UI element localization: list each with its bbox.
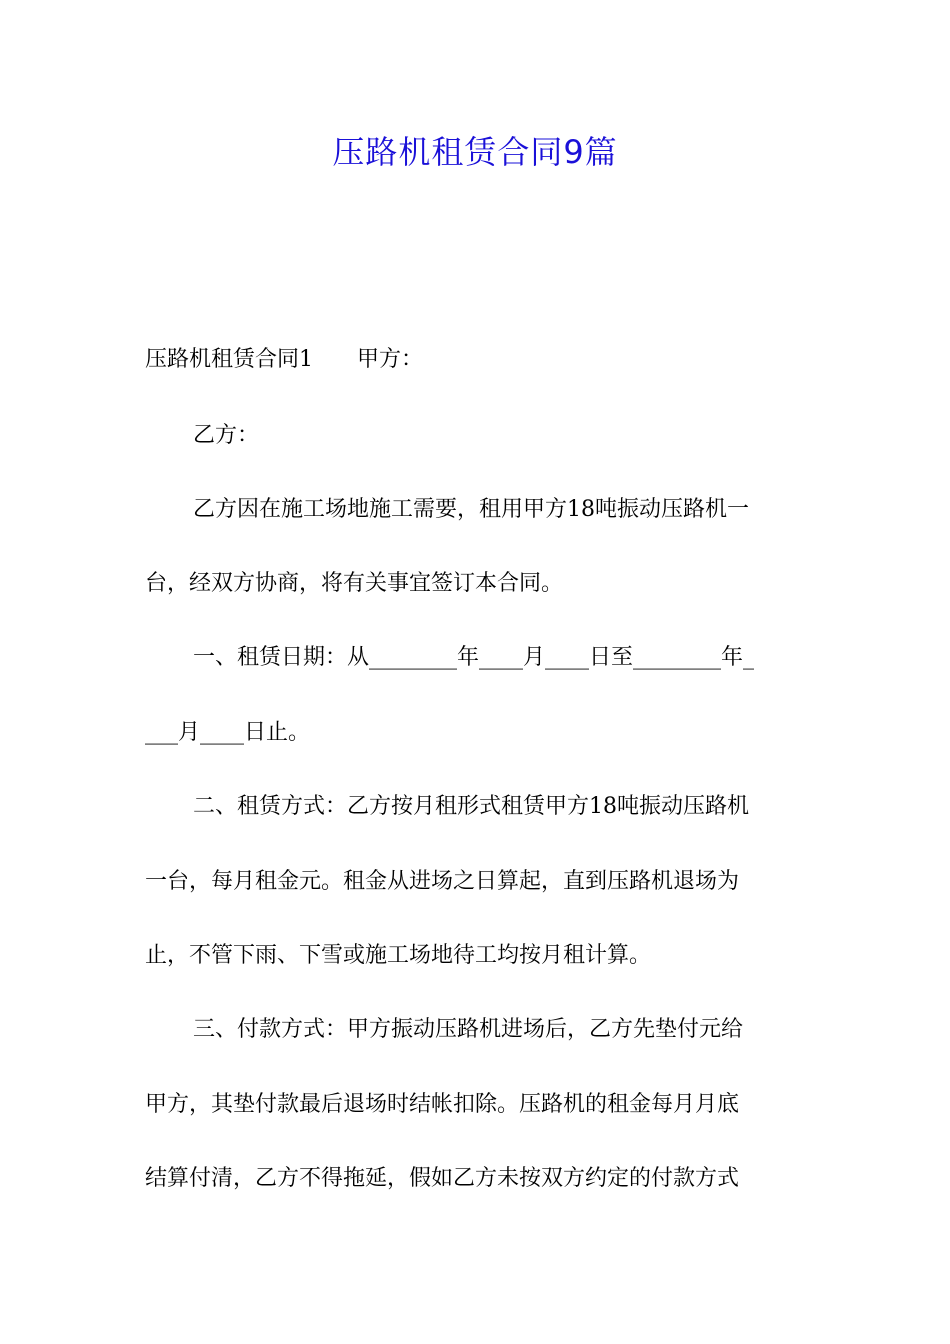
paragraph-line: 乙方因在施工场地施工需要，租用甲方18吨振动压路机一 [193, 497, 749, 522]
paragraph-line: 台，经双方协商，将有关事宜签订本合同。 [145, 571, 564, 596]
paragraph-line: 一台，每月租金元。租金从进场之日算起，直到压路机退场为 [145, 869, 740, 894]
paragraph-line: 结算付清，乙方不得拖延，假如乙方未按双方约定的付款方式 [145, 1166, 740, 1191]
paragraph-line: 一、租赁日期：从________年____月____日至________年_ [193, 645, 755, 670]
paragraph-line: ___月____日止。 [145, 720, 311, 745]
paragraph-line: 甲方，其垫付款最后退场时结帐扣除。压路机的租金每月月底 [145, 1092, 740, 1117]
paragraph-line: 三、付款方式：甲方振动压路机进场后，乙方先垫付元给 [193, 1017, 744, 1042]
paragraph-line: 二、租赁方式：乙方按月租形式租赁甲方18吨振动压路机 [193, 794, 749, 819]
paragraph-line: 止，不管下雨、下雪或施工场地待工均按月租计算。 [145, 943, 652, 968]
contract-heading-line: 压路机租赁合同1 甲方： [145, 347, 423, 372]
document-title: 压路机租赁合同9篇 [332, 133, 618, 171]
party-b-line: 乙方： [193, 423, 260, 448]
